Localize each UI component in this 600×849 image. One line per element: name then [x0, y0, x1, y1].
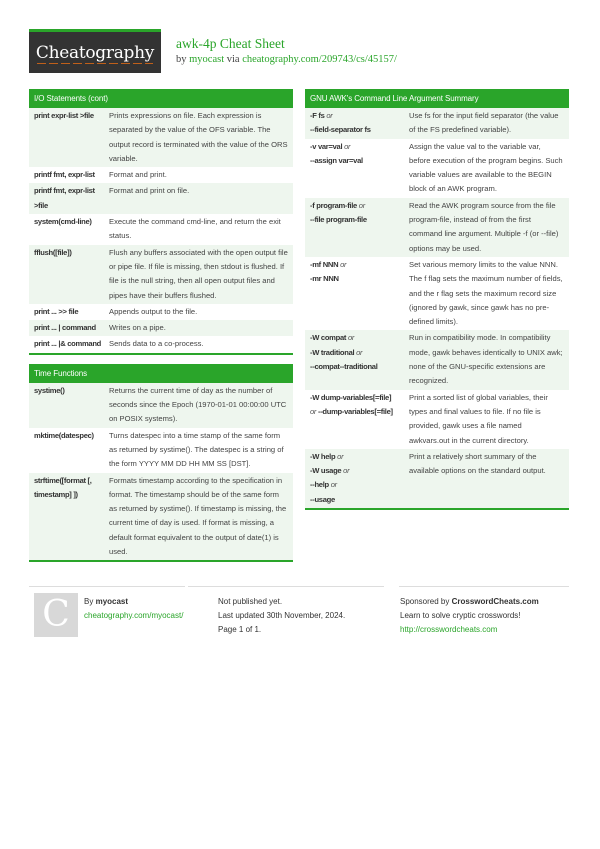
option-long: --dump-variables[=file] [317, 406, 393, 416]
page-number: Page 1 of 1. [218, 625, 262, 634]
option-short: -f program-file [310, 200, 357, 210]
table-row [29, 108, 293, 167]
table-row [305, 198, 569, 257]
section-title: I/O Statements (cont) [29, 89, 293, 108]
table-row [29, 183, 293, 214]
row-value: Run in compatibility mode. In compatibility mode, gawk behaves identically to UNIX awk; none of the GNU-specific extensions are recognized. [409, 333, 563, 386]
row-key [305, 450, 409, 507]
or-separator: or [310, 406, 317, 416]
row-key: mktime(datespec) [34, 430, 94, 440]
option-long: --field-separator fs [310, 125, 371, 135]
row-key [305, 391, 409, 448]
footer-sponsor [399, 586, 569, 637]
option-long: -mr NNN [310, 274, 339, 284]
table-row [305, 330, 569, 389]
author-name[interactable]: myocast [95, 597, 129, 606]
row-value: Print a sorted list of global variables, their types and final values to file. If no file is provided, gawk uses a file named awkvars.out in the current directory. [409, 392, 548, 445]
left-column [29, 89, 293, 571]
option-long-alt: --usage [310, 494, 335, 504]
row-key: print expr-list >file [34, 111, 94, 120]
option-long: --compat--traditional [310, 362, 378, 372]
or-separator: or [358, 200, 365, 210]
row-key [305, 199, 409, 256]
avatar: C [34, 593, 78, 637]
row-key [305, 258, 409, 329]
table-row [29, 304, 293, 320]
sponsor-link[interactable]: http://crosswordcheats.com [400, 625, 498, 634]
byline [176, 54, 397, 65]
or-separator: or [344, 141, 351, 151]
row-value: Assign the value val to the variable var, before execution of the program begins. Such variable values are available to the BEGIN block of an AWK program. [409, 141, 563, 194]
row-value: Prints expressions on file. Each expression is separated by the value of the OFS variable. The output record is terminated with the value of the ORS variable. [109, 111, 288, 163]
option-short: -W compat [310, 333, 347, 343]
row-key [305, 109, 409, 138]
row-key: strftime([format [, timestamp] ]) [34, 475, 92, 499]
by-label: By [84, 597, 94, 606]
via-label: via [226, 54, 240, 65]
last-updated: Last updated 30th November, 2024. [218, 611, 346, 620]
option-long: --assign var=val [310, 155, 363, 165]
row-key [305, 331, 409, 388]
publish-status: Not published yet. [218, 597, 283, 606]
row-key: fflush([file]) [34, 247, 72, 257]
option-alt: -W usage [310, 466, 342, 476]
or-separator: or [330, 480, 337, 490]
author-profile-link[interactable]: cheatography.com/myocast/ [84, 611, 184, 620]
table-row [29, 383, 293, 428]
row-value: Returns the current time of day as the number of seconds since the Epoch (1970-01-01 00:00:00 UTC on POSIX systems). [109, 385, 287, 424]
table-row [29, 214, 293, 245]
right-column [305, 89, 569, 519]
title-block [176, 36, 397, 65]
section-title: Time Functions [29, 364, 293, 383]
option-short: -mf NNN [310, 259, 339, 269]
row-value: Print a relatively short summary of the available options on the standard output. [409, 451, 546, 476]
row-value: Writes on a pipe. [109, 323, 166, 333]
row-value: Use fs for the input field separator (the value of the FS predefined variable). [409, 111, 559, 135]
option-short: -v var=val [310, 141, 343, 151]
row-key: print ... | command [34, 323, 96, 333]
section-io-statements [29, 89, 293, 355]
row-value: Turns datespec into a time stamp of the same form as returned by systime(). The datespec is a string of the form YYYY MM DD HH MM SS [DST]. [109, 430, 284, 469]
footer [29, 586, 569, 646]
option-long: --file program-file [310, 215, 367, 225]
cheatography-logo[interactable] [29, 29, 161, 73]
by-label: by [176, 54, 187, 65]
row-value: Execute the command cmd-line, and return the exit status. [109, 217, 281, 241]
option-long: --help [310, 480, 329, 490]
row-key [305, 140, 409, 197]
table-row [29, 320, 293, 336]
row-key: print ... |& command [34, 339, 102, 349]
table-row [29, 245, 293, 304]
row-value: Format and print. [109, 170, 167, 180]
row-value: Sends data to a co-process. [109, 339, 204, 349]
table-row [29, 428, 293, 473]
footer-status [188, 586, 384, 637]
table-row [305, 139, 569, 198]
option-short: -F fs [310, 111, 325, 120]
table-row [305, 390, 569, 449]
row-key: printf fmt, expr-list [34, 170, 95, 180]
table-row [29, 473, 293, 561]
table-row [305, 108, 569, 139]
or-separator: or [356, 347, 363, 357]
row-value: Read the AWK program source from the file program-file, instead of from the first command line argument. Multiple -f (or --file) options may be used. [409, 200, 559, 253]
row-key: systime() [34, 385, 65, 395]
row-key: print ... >> file [34, 306, 79, 316]
or-separator: or [343, 466, 350, 476]
option-short: -W help [310, 451, 336, 461]
row-value: Set various memory limits to the value NNN. The f flag sets the maximum number of fields, and the r flag sets the maximum record size (ignored by gawk, since gawk has no pre-defined limits). [409, 259, 563, 327]
row-key: system(cmd-line) [34, 217, 92, 227]
table-row [305, 449, 569, 508]
row-value: Appends output to the file. [109, 306, 198, 316]
row-key: printf fmt, expr-list >file [34, 186, 95, 210]
or-separator: or [337, 451, 344, 461]
row-value: Flush any buffers associated with the open output file or pipe file. If file is missing, then stdout is flushed. If file is the null string, then all open output files and pipes have their buffers flushed. [109, 247, 288, 300]
or-separator: or [326, 111, 333, 120]
option-alt: -W traditional [310, 347, 355, 357]
page-title: awk-4p Cheat Sheet [176, 36, 285, 51]
table-row [29, 336, 293, 352]
section-title: GNU AWK's Command Line Argument Summary [305, 89, 569, 108]
table-row [305, 257, 569, 330]
sponsor-label: Sponsored by [400, 597, 450, 606]
or-separator: or [340, 259, 347, 269]
sponsor-tagline: Learn to solve cryptic crosswords! [400, 611, 521, 620]
option-short: -W dump-variables[=file] [310, 392, 392, 402]
sheet-url-link[interactable]: cheatography.com/209743/cs/45157/ [242, 54, 397, 65]
author-link[interactable]: myocast [189, 54, 225, 65]
section-time-functions [29, 364, 293, 563]
row-value: Format and print on file. [109, 186, 190, 196]
or-separator: or [347, 333, 355, 343]
section-gnu-awk-args [305, 89, 569, 510]
row-value: Formats timestamp according to the specification in format. The timestamp should be of the same form as returned by systime(). If timestamp is missing, the current time of day is used. If format is missing, a default format equivalent to the output of date(1) is used. [109, 475, 287, 557]
logo-text: Cheatography [35, 42, 155, 63]
sponsor-name[interactable]: CrosswordCheats.com [451, 597, 539, 606]
footer-author [29, 586, 185, 635]
table-row [29, 167, 293, 183]
